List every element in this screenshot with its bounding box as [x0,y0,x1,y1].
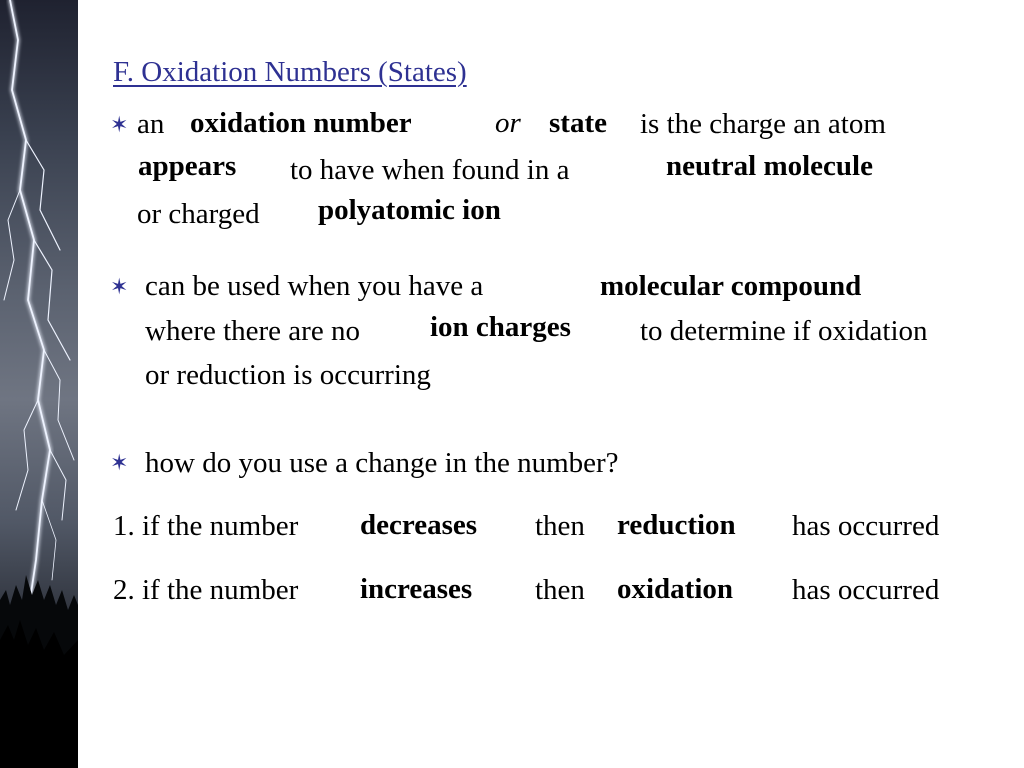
term-state: state [549,107,607,139]
rule-2-prefix: 2. if the number [113,574,299,606]
bullet-2-used-when: can be used when you have a [145,270,484,302]
term-ion-charges: ion charges [430,311,571,343]
term-oxidation-number: oxidation number [190,107,412,139]
lightning-bolt-icon [0,0,78,768]
term-polyatomic-ion: polyatomic ion [318,194,501,226]
term-molecular-compound: molecular compound [600,270,862,302]
bullet-1-or: or [495,107,521,139]
rule-2-then: then [535,574,585,606]
bullet-1-an: an [137,108,165,140]
bullet-2-where-no: where there are no [145,315,360,347]
term-neutral-molecule: neutral molecule [666,150,873,182]
bullet-1-or-charged: or charged [137,198,260,230]
bullet-1-star-icon: ✶ [110,112,129,137]
term-oxidation: oxidation [617,573,734,605]
bullet-1-have-found: to have when found in a [290,154,570,186]
term-decreases: decreases [360,509,478,541]
bullet-3-question: how do you use a change in the number? [145,447,619,479]
rule-1-prefix: 1. if the number [113,510,299,542]
lightning-sidebar-image [0,0,78,768]
rule-2-occurred: has occurred [792,574,940,606]
bullet-2-star-icon: ✶ [110,274,129,299]
term-appears: appears [138,150,237,182]
rule-1-then: then [535,510,585,542]
bullet-2-determine: to determine if oxidation [640,315,928,347]
bullet-1-charge-text: is the charge an atom [640,108,886,140]
page-title: F. Oxidation Numbers (States) [113,56,467,88]
term-reduction: reduction [617,509,736,541]
bullet-2-reduction-occurring: or reduction is occurring [145,359,431,391]
rule-1-occurred: has occurred [792,510,940,542]
term-increases: increases [360,573,473,605]
bullet-3-star-icon: ✶ [110,450,129,475]
